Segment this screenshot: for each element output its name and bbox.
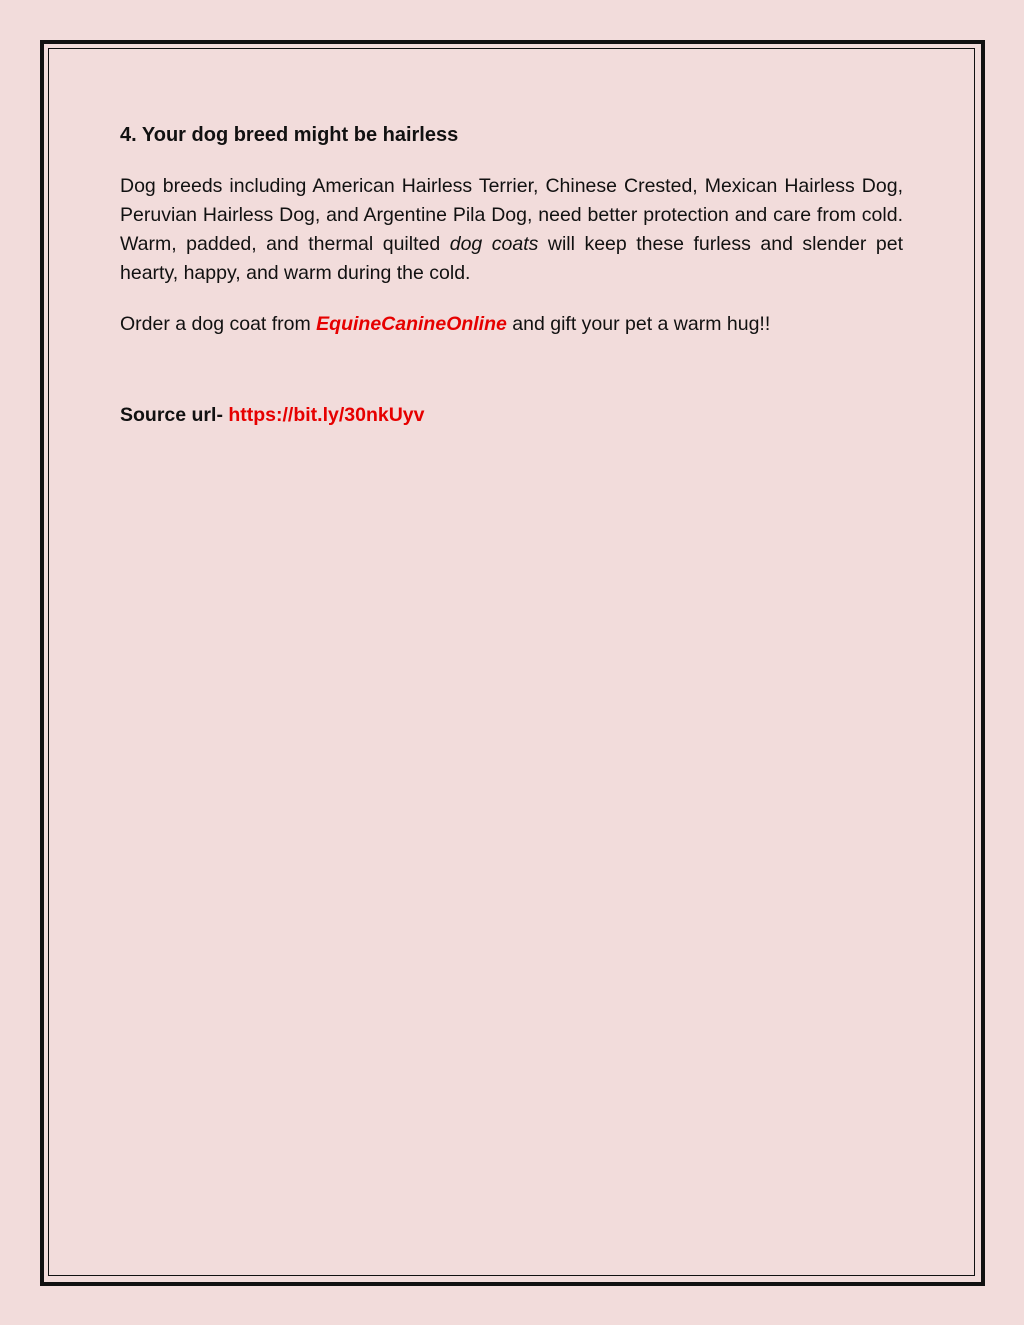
dog-coats-term: dog coats <box>449 233 539 255</box>
source-label: Source url- <box>120 404 229 426</box>
order-text-before: Order a dog coat from <box>120 313 317 335</box>
section-heading: 4. Your dog breed might be hairless <box>120 124 459 146</box>
paragraph-text-after: will keep these furless and slender pet hearty, happy, and warm during the cold. <box>120 233 904 284</box>
source-line <box>120 401 903 430</box>
order-paragraph <box>120 310 903 339</box>
source-url-link[interactable]: https://bit.ly/30nkUyv <box>228 404 425 426</box>
paragraph-text-before: Dog breeds including American Hairless Terrier, Chinese Crested, Mexican Hairless Dog, Peruvian Hairless Dog, and Argentine Pila Dog, need better protection and care from cold. Warm, padded, and thermal quilted <box>120 175 903 255</box>
order-text-after: and gift your pet a warm hug!! <box>506 313 771 335</box>
document-content <box>120 121 903 430</box>
body-paragraph <box>120 172 903 288</box>
equinecanineonline-link[interactable]: EquineCanineOnline <box>316 313 507 335</box>
